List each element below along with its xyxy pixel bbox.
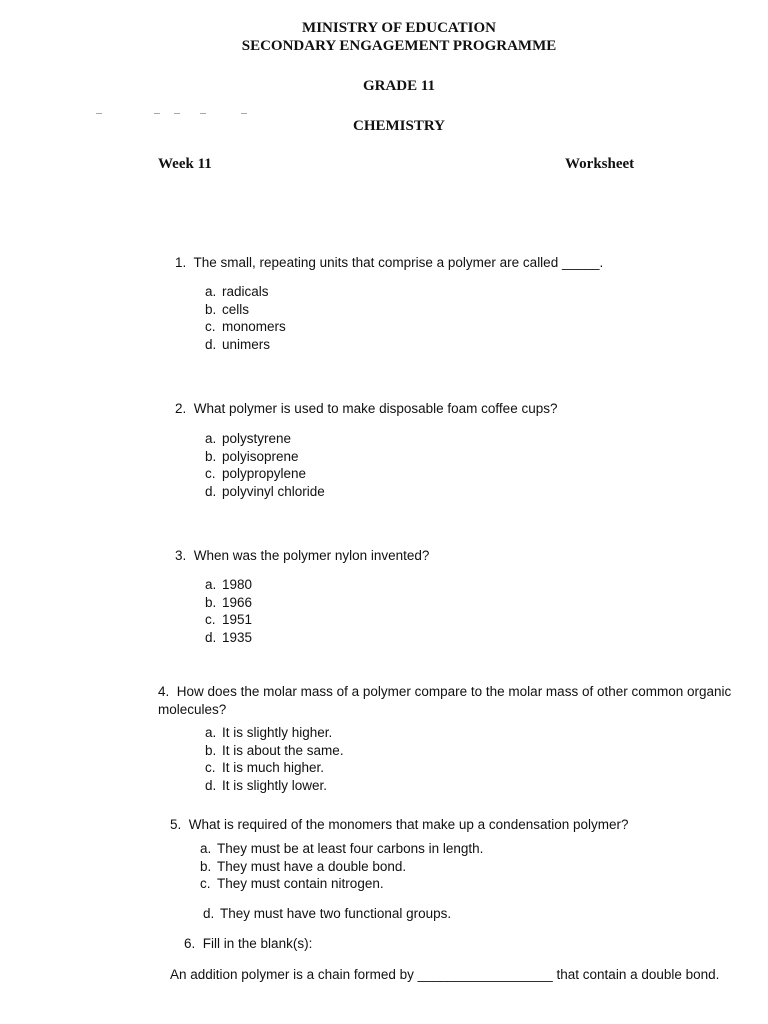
question-text: Fill in the blank(s): xyxy=(202,936,313,951)
option: c. It is much higher. xyxy=(205,760,325,776)
doc-type-label: Worksheet xyxy=(565,156,635,172)
scan-mark xyxy=(200,113,206,114)
option: a. polystyrene xyxy=(205,431,292,446)
scan-mark xyxy=(96,113,102,114)
subject-title: CHEMISTRY xyxy=(353,118,445,134)
question-5 xyxy=(170,816,629,834)
question-number: 3. xyxy=(175,548,187,563)
question-6 xyxy=(184,935,312,953)
question-number: 6. xyxy=(184,936,196,951)
question-text: When was the polymer nylon invented? xyxy=(193,548,430,563)
question-text: What is required of the monomers that make up a condensation polymer? xyxy=(188,817,629,832)
option: d. unimers xyxy=(205,336,271,352)
option: d. They must have two functional groups. xyxy=(203,906,452,921)
question-1 xyxy=(175,254,603,272)
grade-title: GRADE 11 xyxy=(362,78,436,94)
question-3-options xyxy=(205,576,252,646)
option: d. It is slightly lower. xyxy=(205,777,328,793)
question-5-option-d xyxy=(203,905,451,923)
option: c. polypropylene xyxy=(205,466,307,482)
option: a. They must be at least four carbons in length. xyxy=(200,841,484,856)
fill-in-sentence: An addition polymer is a chain formed by __________________ that contain a double bond. xyxy=(170,967,720,982)
question-4 xyxy=(158,683,743,719)
option: c. 1951 xyxy=(205,612,253,628)
option: b. cells xyxy=(205,301,250,317)
option: a. 1980 xyxy=(205,577,253,592)
question-number: 1. xyxy=(175,255,187,270)
scan-mark xyxy=(241,113,247,114)
scan-mark xyxy=(174,113,180,114)
programme-title: SECONDARY ENGAGEMENT PROGRAMME xyxy=(241,38,557,54)
option: a. It is slightly higher. xyxy=(205,725,333,740)
question-number: 5. xyxy=(170,817,182,832)
question-number: 4. xyxy=(158,684,170,699)
question-text: What polymer is used to make disposable foam coffee cups? xyxy=(193,401,558,416)
option: b. 1966 xyxy=(205,594,253,610)
question-number: 2. xyxy=(175,401,187,416)
question-4-options xyxy=(205,724,344,794)
option: b. It is about the same. xyxy=(205,742,344,758)
option: d. polyvinyl chloride xyxy=(205,483,325,499)
question-5-options xyxy=(200,840,483,893)
week-label: Week 11 xyxy=(158,156,212,172)
option: b. They must have a double bond. xyxy=(200,858,407,874)
question-2 xyxy=(175,400,557,418)
option: c. monomers xyxy=(205,319,286,335)
option: d. 1935 xyxy=(205,629,253,645)
question-2-options xyxy=(205,430,325,500)
ministry-title: MINISTRY OF EDUCATION xyxy=(302,20,496,36)
question-text: The small, repeating units that comprise a polymer are called _____. xyxy=(193,255,604,270)
question-3 xyxy=(175,547,429,565)
scan-mark xyxy=(154,113,160,114)
option: b. polyisoprene xyxy=(205,448,299,464)
option: c. They must contain nitrogen. xyxy=(200,876,384,892)
question-text: How does the molar mass of a polymer compare to the molar mass of other common organic molecules? xyxy=(158,684,732,717)
option: a. radicals xyxy=(205,284,269,299)
question-1-options xyxy=(205,283,286,353)
